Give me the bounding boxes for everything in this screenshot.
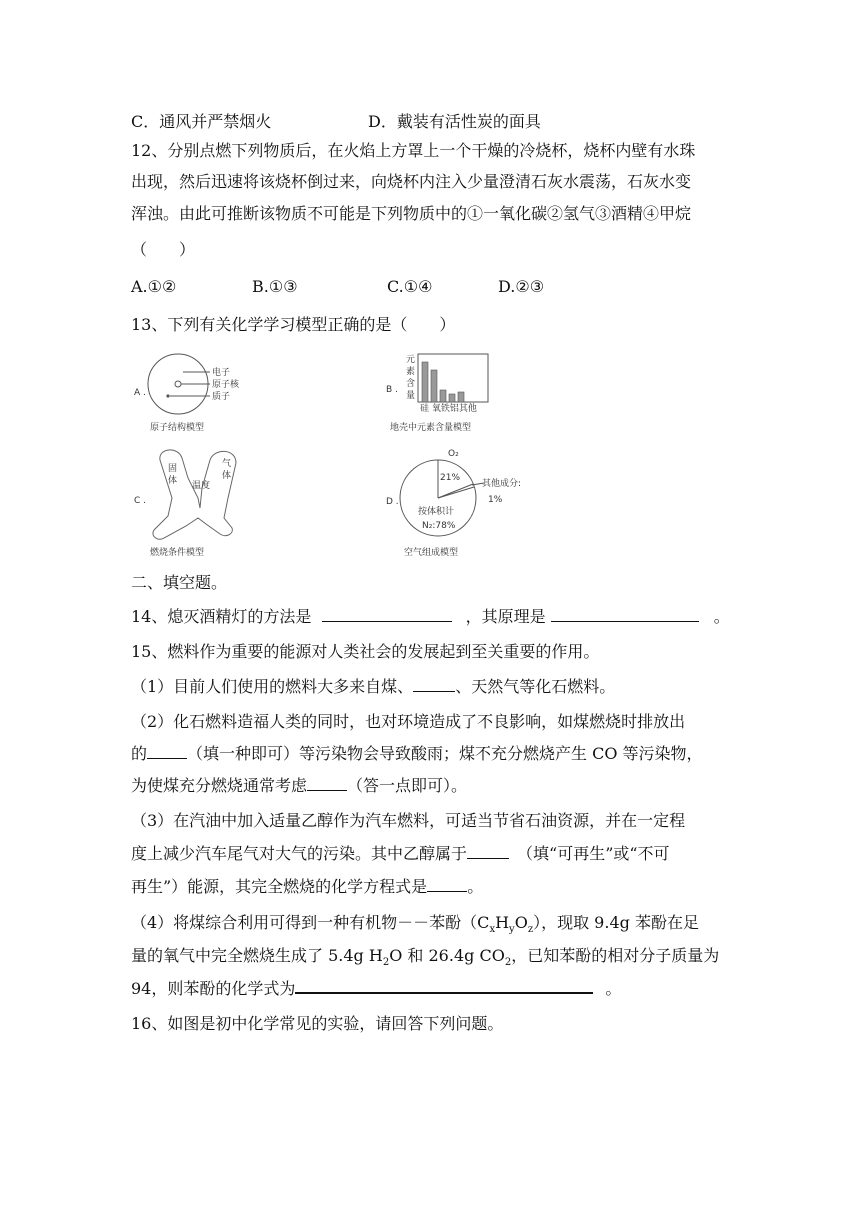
label-proton: 质子 [212, 392, 231, 402]
q15-part-2-line-3: 为使煤充分燃烧通常考虑 （答一点即可）。 [131, 776, 468, 795]
label-by-volume: 按体积计 [418, 507, 455, 517]
q15-part-3-line-2: 度上减少汽车尾气对大气的污染。其中乙醇属于 （填“可再生”或“不可 [131, 844, 670, 863]
ylabel-4: 量 [406, 391, 416, 401]
ylabel-1: 元 [406, 355, 416, 365]
label-other: 其他成分: [482, 479, 522, 489]
ylabel-2: 素 [406, 367, 416, 377]
q15-part-4-line-3: 94，则苯酚的化学式为 。 [131, 979, 622, 998]
q14-blank-1[interactable] [322, 607, 452, 622]
label-solid-2: 体 [168, 476, 178, 486]
option-c-letter: C . [134, 496, 147, 506]
section-title: 二、填空题。 [131, 573, 228, 592]
element-bar-model [386, 354, 488, 433]
label-n2: N₂:78% [422, 521, 456, 531]
label-electron: 电子 [212, 368, 231, 378]
option-c-caption: 燃烧条件模型 [150, 548, 205, 558]
ylabel-3: 含 [406, 379, 416, 389]
option-a-caption: 原子结构模型 [150, 423, 205, 433]
q15-stem: 15、燃料作为重要的能源对人类社会的发展起到至关重要的作用。 [131, 642, 600, 661]
label-nucleus: 原子核 [212, 380, 240, 390]
q13-figure [128, 348, 528, 563]
q14-blank-2[interactable] [551, 607, 699, 622]
q12-line-1: 12、分别点燃下列物质后，在火焰上方罩上一个干燥的冷烧杯，烧杯内壁有水珠 [131, 141, 696, 160]
q12-line-4: （ ） [131, 240, 196, 259]
q11-option-c: C．通风并严禁烟火 [131, 112, 272, 131]
label-solid-1: 固 [168, 464, 178, 474]
label-temperature: 温度 [192, 481, 211, 491]
label-1pct: 1% [488, 495, 503, 505]
label-gas-2: 体 [222, 471, 232, 481]
q15-blank-5[interactable] [427, 877, 467, 892]
combustion-model [134, 450, 236, 558]
q15-part-1: （1）目前人们使用的燃料大多来自煤、 、天然气等化石燃料。 [131, 677, 616, 696]
bar-al [449, 394, 455, 402]
xlabels: 硅 氧铁铝其他 [420, 404, 477, 414]
air-composition-model [386, 449, 521, 558]
q12-option-a: A.①② [131, 277, 177, 296]
q15-part-4-line-2: 量的氧气中完全燃烧生成了 5.4g $H_2O$ 和 26.4g $CO_2$，已知苯酚的相对分子质量为 [131, 946, 720, 969]
label-21pct: 21% [440, 473, 461, 483]
q12-line-2: 出现，然后迅速将该烧杯倒过来，向烧杯内注入少量澄清石灰水震荡，石灰水变 [131, 172, 692, 191]
atom-model [134, 354, 240, 433]
q12-line-3: 浑浊。由此可推断该物质不可能是下列物质中的①一氧化碳②氢气③酒精④甲烷 [131, 204, 692, 223]
q16: 16、如图是初中化学常见的实验，请回答下列问题。 [131, 1014, 504, 1033]
bar-fe [440, 390, 446, 402]
label-o2: O₂ [448, 449, 459, 459]
option-a-letter: A . [134, 388, 146, 398]
bar-si [422, 362, 428, 402]
option-b-letter: B . [386, 385, 398, 395]
q15-blank-2[interactable] [147, 744, 187, 759]
q13-stem: 13、下列有关化学学习模型正确的是（ ） [131, 315, 456, 334]
q15-blank-6[interactable] [295, 978, 593, 994]
q15-part-4-line-1: （4）将煤综合利用可得到一种有机物－－苯酚$(C_xH_yO_z)$，现取 9.4g 苯酚在足 [131, 913, 699, 936]
label-gas-1: 气 [222, 459, 232, 469]
q15-part-2-line-1: （2）化石燃料造福人类的同时，也对环境造成了不良影响，如煤燃烧时排放出 [131, 712, 686, 731]
q15-blank-4[interactable] [467, 844, 509, 859]
q12-option-b: B.①③ [252, 277, 298, 296]
q14: 14、熄灭酒精灯的方法是 ，其原理是 。 [131, 607, 730, 626]
q15-part-3-line-3: 再生”）能源，其完全燃烧的化学方程式是 。 [131, 877, 484, 896]
q15-part-3-line-1: （3）在汽油中加入适量乙醇作为汽车燃料，可适当节省石油资源，并在一定程 [131, 811, 686, 830]
q12-option-d: D.②③ [498, 277, 545, 296]
q15-blank-1[interactable] [413, 677, 455, 692]
q11-option-d: D．戴装有活性炭的面具 [368, 112, 541, 131]
q15-blank-3[interactable] [307, 776, 347, 791]
option-d-letter: D . [386, 497, 399, 507]
q15-part-2-line-2: 的 （填一种即可）等污染物会导致酸雨；煤不充分燃烧产生 CO 等污染物， [131, 744, 703, 763]
option-d-caption: 空气组成模型 [404, 548, 459, 558]
option-b-caption: 地壳中元素含量模型 [390, 423, 472, 433]
bar-other [458, 392, 464, 402]
q12-option-c: C.①④ [387, 277, 433, 296]
bar-o [431, 370, 437, 402]
